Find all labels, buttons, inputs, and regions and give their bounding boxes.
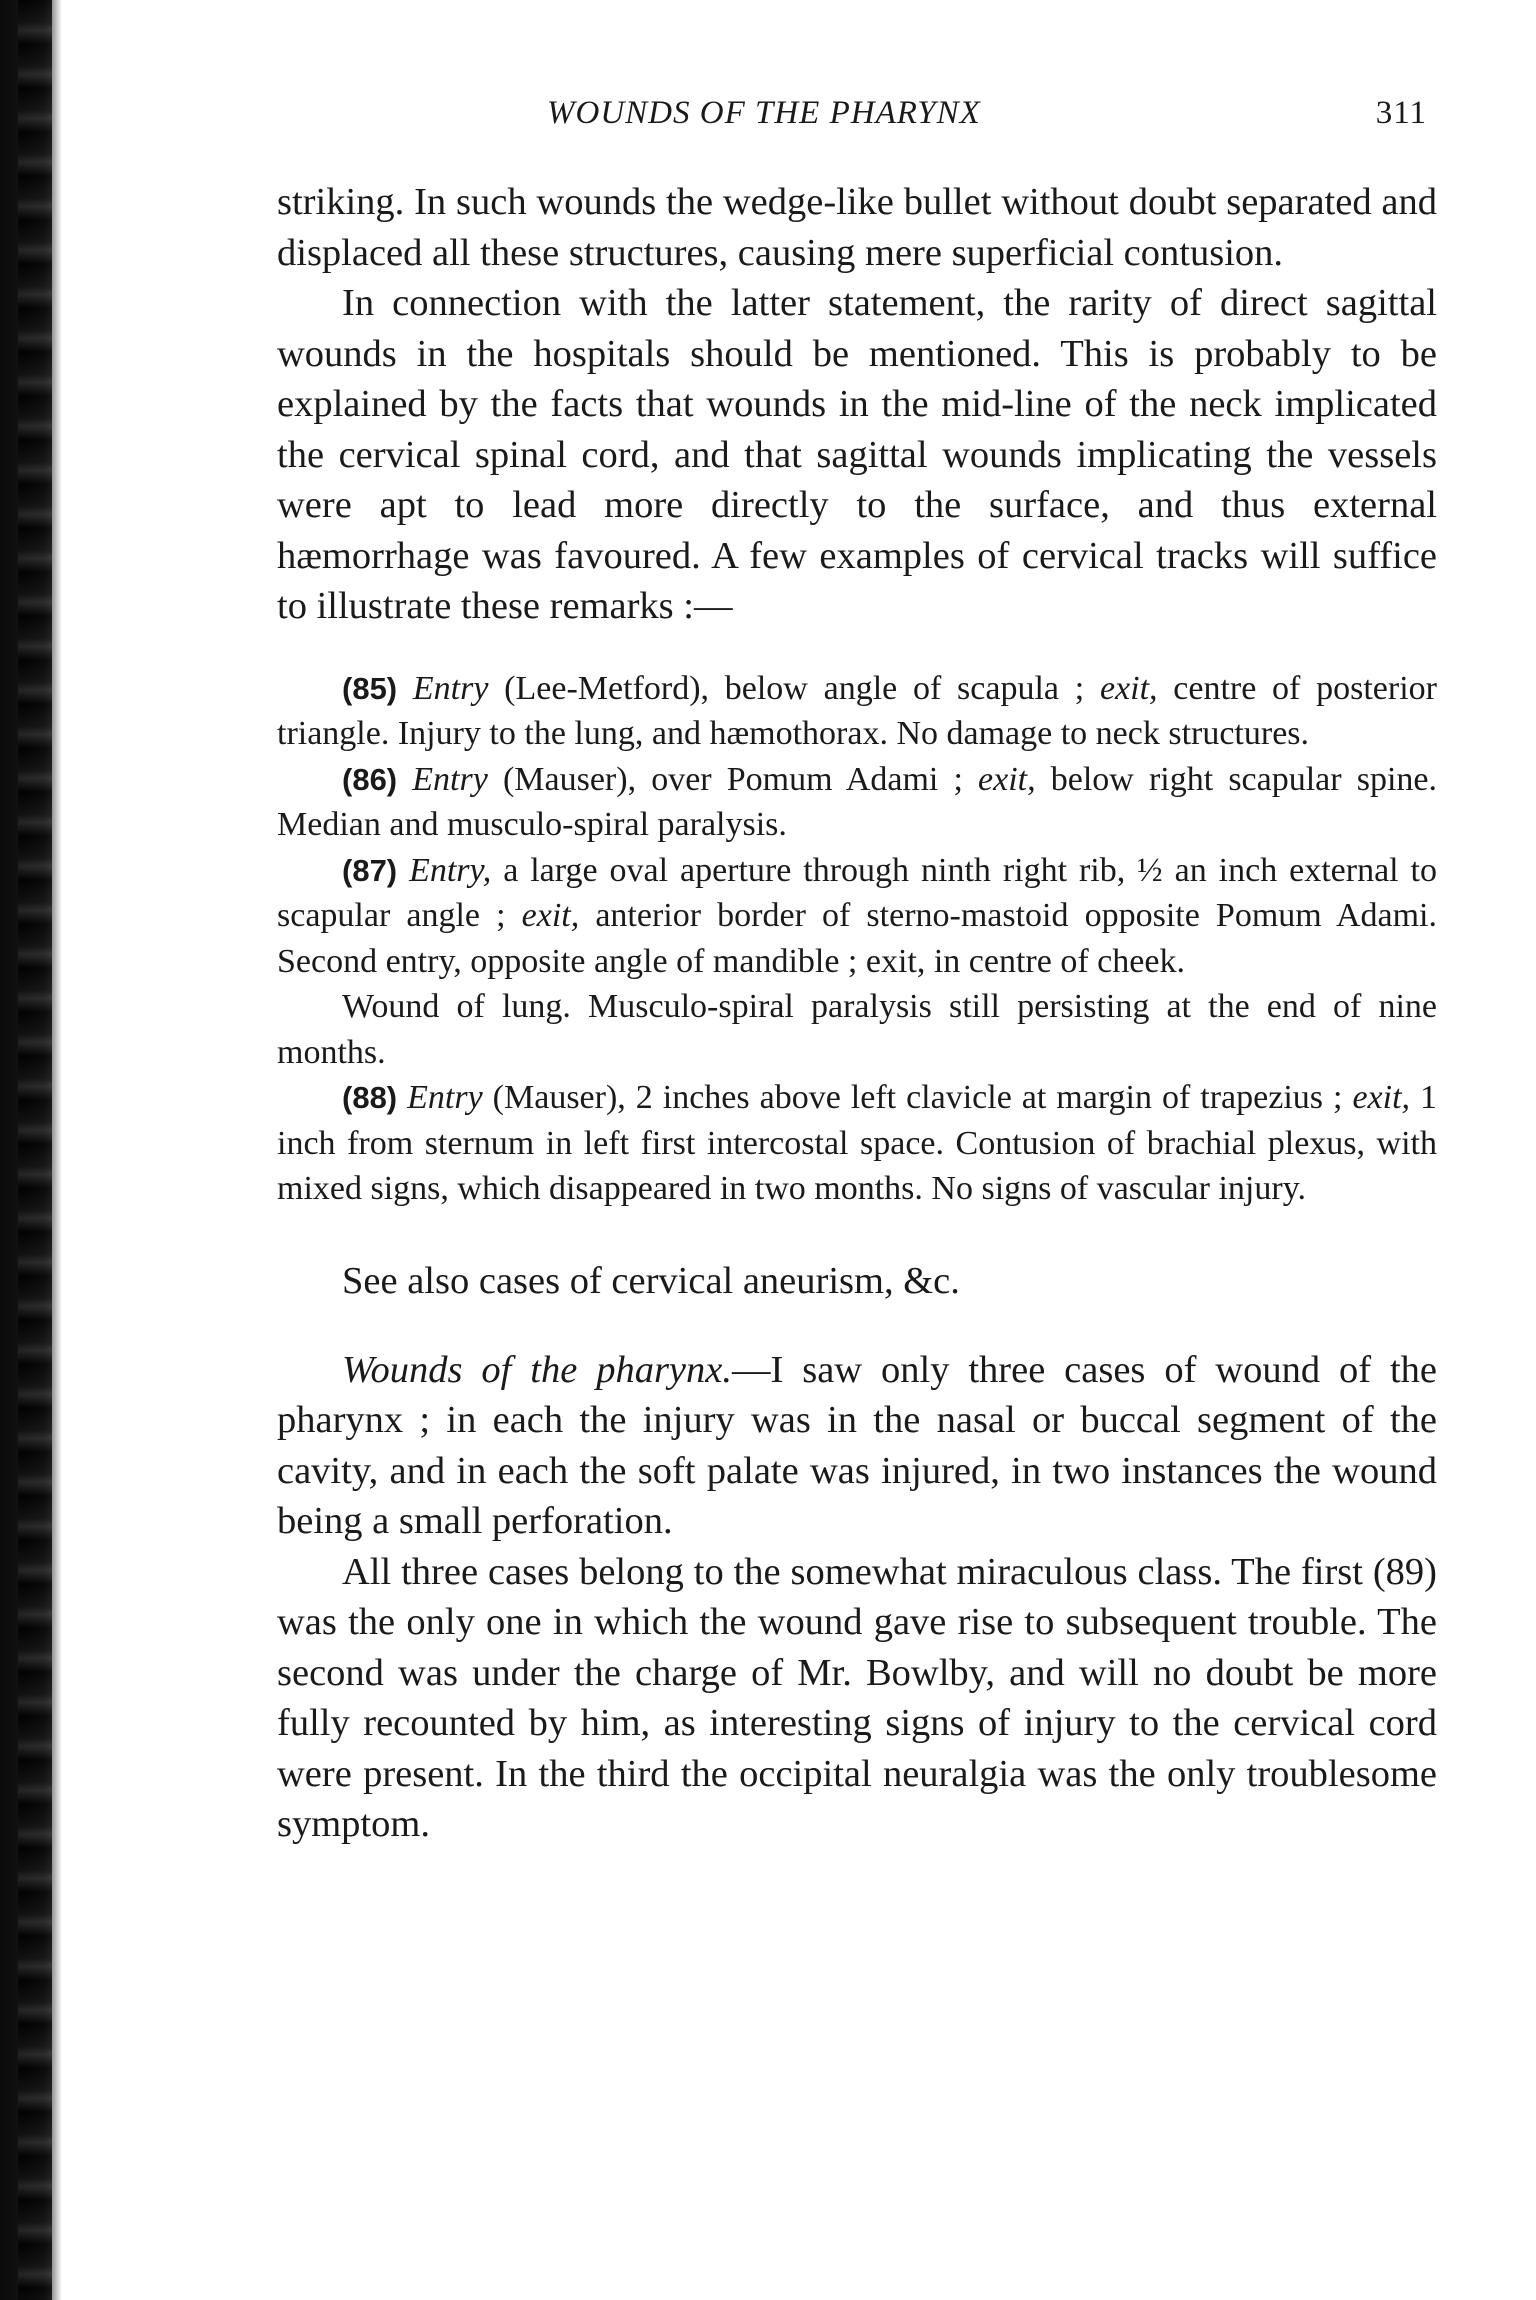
case-text: below right scapular spine. Median and musculo-spiral paralysis. <box>277 760 1437 843</box>
case-text: (Mauser), 2 inches above left clavicle at margin of trapezius ; <box>482 1079 1353 1116</box>
case-number: (88) <box>342 1080 398 1115</box>
case-entry-label: Entry <box>407 1079 483 1116</box>
intro-paragraph-2: In connection with the latter statement, the rarity of direct sagittal wounds in the hospitals should be mentioned. This is probably to be explained by the facts that wounds in the mid-line of the neck implicated the cervical spinal cord, and that sagittal wounds implicating the vessels were apt to lead more directly to the surface, and thus external hæmorrhage was favoured. A few examples of cervical tracks will suffice to illustrate these remarks :— <box>277 282 1437 627</box>
case-text: Wound of lung. Musculo-spiral paralysis still persisting at the end of nine months. <box>277 988 1437 1071</box>
case-exit-label: exit, <box>521 897 580 934</box>
page-number: 311 <box>1375 95 1427 131</box>
case-text: 1 inch from sternum in left first intercostal space. Contusion of brachial plexus, with mixed signs, which disappeared in two months. No signs of vascular injury. <box>277 1079 1438 1207</box>
case-85 <box>277 666 1437 757</box>
case-86 <box>277 757 1437 848</box>
running-title: WOUNDS OF THE PHARYNX <box>547 95 981 131</box>
case-text: anterior border of sterno-mastoid opposite Pomum Adami. Second entry, opposite angle of mandible ; exit, in centre of cheek. <box>277 897 1437 980</box>
page-header <box>277 95 1437 139</box>
case-exit-label: exit, <box>1099 669 1158 707</box>
case-text: (Mauser), over Pomum Adami ; <box>487 760 979 798</box>
case-number: (86) <box>342 761 398 797</box>
pharynx-section <box>277 1345 1437 1850</box>
case-87 <box>277 848 1437 985</box>
section-heading: Wounds of the pharynx. <box>342 1348 732 1391</box>
intro-paragraph-1: striking. In such wounds the wedge-like bullet without doubt separated and displaced all these structures, causing mere superficial contusion. <box>277 181 1437 274</box>
case-text: a large oval aperture through ninth right rib, ½ an inch external to scapular angle ; <box>277 851 1438 934</box>
case-88 <box>277 1075 1437 1212</box>
see-also-note: See also cases of cervical aneurism, &c. <box>342 1259 960 1302</box>
case-list <box>277 666 1437 1212</box>
scan-binding-edge <box>18 0 52 2300</box>
pharynx-text: —I saw only three cases of wound of the pharynx ; in each the injury was in the nasal or buccal segment of the cavity, and in each the soft palate was injured, in two instances the wound being a small perforation. <box>277 1348 1437 1542</box>
intro-section <box>277 177 1437 632</box>
pharynx-paragraph-1 <box>277 1345 1437 1547</box>
pharynx-paragraph-2: All three cases belong to the somewhat miraculous class. The first (89) was the only one in which the wound gave rise to subsequent trouble. The second was under the charge of Mr. Bowlby, and will no doubt be more fully recounted by him, as interesting signs of injury to the cervical cord were present. In the third the occipital neuralgia was the only troublesome symptom. <box>277 1550 1437 1845</box>
case-entry-label: Entry <box>412 669 489 707</box>
case-text: (Lee-Metford), below angle of scapula ; <box>488 669 1100 707</box>
case-87-continued <box>277 984 1437 1075</box>
case-number: (85) <box>342 670 398 706</box>
case-exit-label: exit, <box>978 760 1036 798</box>
case-entry-label: Entry, <box>409 851 492 889</box>
case-exit-label: exit, <box>1352 1079 1411 1116</box>
case-text: centre of posterior triangle. Injury to the lung, and hæmothorax. No damage to neck structures. <box>277 669 1437 752</box>
case-entry-label: Entry <box>412 760 488 798</box>
case-number: (87) <box>342 852 398 888</box>
book-page <box>277 95 1437 1850</box>
